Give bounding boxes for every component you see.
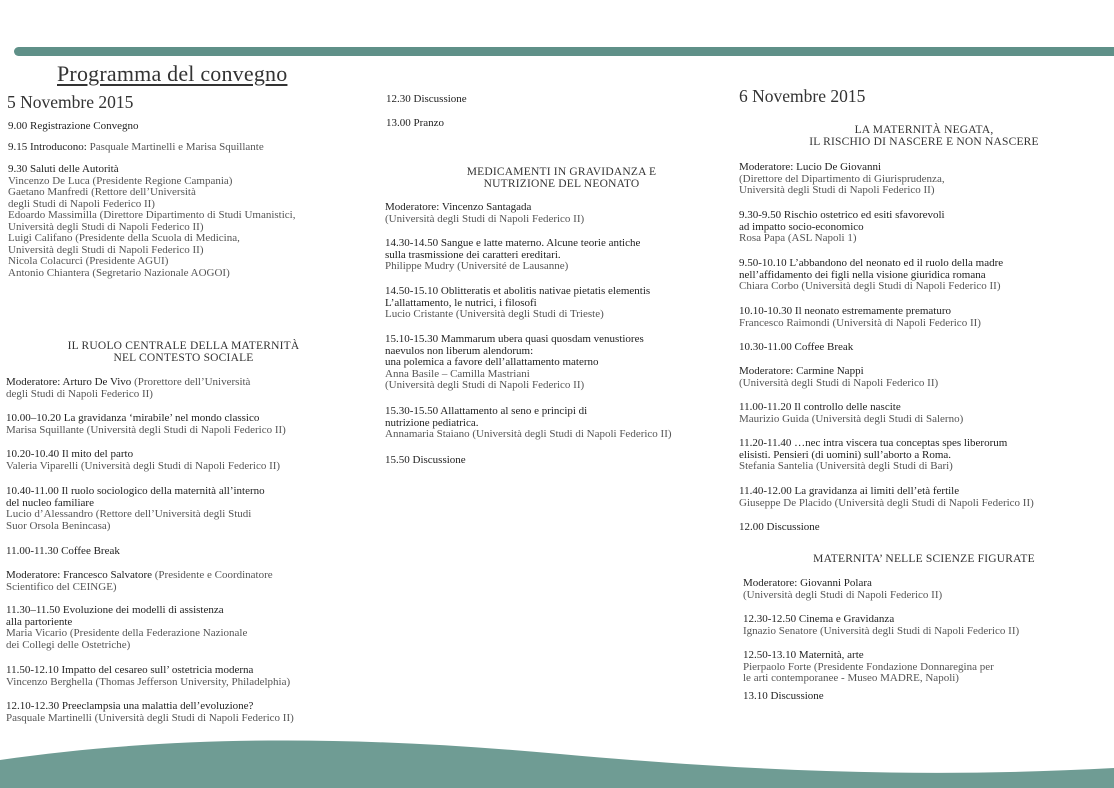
- section-heading-maternita-negata: [739, 125, 1109, 148]
- section-line: MEDICAMENTI IN GRAVIDANZA E: [466, 166, 657, 178]
- saluti-line: Vincenzo De Luca (Presidente Regione Campania): [8, 174, 233, 187]
- day1-date: 5 Novembre 2015: [7, 92, 134, 112]
- saluti-line: degli Studi di Napoli Federico II): [8, 197, 155, 210]
- discussion-text: 15.50 Discussione: [385, 454, 466, 466]
- talk-title: 10.40-11.00 Il ruolo sociologico della maternità all’interno: [6, 485, 265, 497]
- moderator-label: Moderatore: Vincenzo Santagada: [385, 201, 532, 213]
- talk-speaker: Pierpaolo Forte (Presidente Fondazione Donnaregina per: [743, 660, 994, 673]
- section-heading-medicamenti: [384, 167, 739, 190]
- coffee-break-text: 11.00-11.30 Coffee Break: [6, 545, 120, 557]
- talk-title: 11.40-12.00 La gravidanza ai limiti dell’età fertile: [739, 485, 960, 497]
- talk-item: [739, 210, 945, 245]
- talk-item: [6, 449, 280, 472]
- coffee-break: [6, 546, 120, 558]
- talk-title: 12.10-12.30 Preeclampsia una malattia dell’evoluzione?: [6, 700, 254, 712]
- talk-speaker: Valeria Viparelli (Università degli Studi di Napoli Federico II): [6, 459, 281, 472]
- moderator-label: Moderatore: Francesco Salvatore: [6, 569, 152, 581]
- section-line: MATERNITA’ NELLE SCIENZE FIGURATE: [813, 553, 1035, 565]
- talk-item: [6, 486, 265, 532]
- talk-title: 15.30-15.50 Allattamento al seno e principi di: [385, 405, 588, 417]
- saluti-title: 9.30 Saluti delle Autorità: [8, 163, 119, 175]
- lunch-text: 13.00 Pranzo: [386, 117, 445, 129]
- moderator-aff: (Presidente e Coordinatore: [152, 569, 273, 581]
- talk-title: 12.30-12.50 Cinema e Gravidanza: [743, 613, 895, 625]
- discussion-item: [385, 455, 466, 467]
- saluti-line: Nicola Colacurci (Presidente AGUI): [8, 255, 169, 267]
- moderator-5: [739, 366, 938, 389]
- talk-item: [739, 258, 1003, 293]
- discussion-text: 12.00 Discussione: [739, 521, 820, 533]
- section-line: NEL CONTESTO SOCIALE: [113, 351, 254, 364]
- talk-speaker: Marisa Squillante (Università degli Studi di Napoli Federico II): [6, 423, 286, 436]
- talk-speaker: Ignazio Senatore (Università degli Studi di Napoli Federico II): [743, 624, 1020, 637]
- talk-speaker: Maria Vicario (Presidente della Federazione Nazionale: [6, 627, 248, 639]
- moderator-aff: (Prorettore dell’Università: [131, 376, 251, 388]
- talk-speaker: dei Collegi delle Ostetriche): [6, 638, 131, 651]
- section-heading-scienze-figurate: [739, 554, 1109, 566]
- top-decorative-bar: [14, 47, 1114, 56]
- talk-speaker: Chiara Corbo (Università degli Studi di Napoli Federico II): [739, 280, 1001, 292]
- saluti-line: Luigi Califano (Presidente della Scuola di Medicina,: [8, 232, 240, 244]
- moderator-aff: (Università degli Studi di Napoli Federico II): [743, 588, 943, 601]
- talk-speaker: Lucio d’Alessandro (Rettore dell’Università degli Studi: [6, 508, 252, 520]
- moderator-label: Moderatore: Lucio De Giovanni: [739, 161, 882, 173]
- talk-speaker: Pasquale Martinelli (Università degli Studi di Napoli Federico II): [6, 711, 294, 724]
- page-title: Programma del convegno: [57, 61, 288, 86]
- talk-speaker: le arti contemporanee - Museo MADRE, Napoli): [743, 672, 959, 684]
- talk-title: 11.50-12.10 Impatto del cesareo sull’ ostetricia moderna: [6, 664, 254, 676]
- talk-item: [743, 650, 994, 685]
- talk-item: [385, 286, 650, 321]
- moderator-aff-2: degli Studi di Napoli Federico II): [6, 387, 153, 400]
- talk-speaker: Rosa Papa (ASL Napoli 1): [739, 232, 857, 244]
- section-line: LA MATERNITÀ NEGATA,: [854, 124, 994, 136]
- talk-title: sulla trasmissione dei caratteri ereditari.: [385, 248, 561, 261]
- talk-title: una polemica a favore dell’allattamento materno: [385, 356, 599, 368]
- talk-item: [6, 665, 290, 688]
- section-line: IL RISCHIO DI NASCERE E NON NASCERE: [809, 135, 1039, 148]
- talk-item: [739, 486, 1034, 509]
- moderator-6: [743, 578, 942, 601]
- talk-title: nell’affidamento dei figli nella visione giuridica romana: [739, 268, 986, 281]
- saluti-block: [8, 164, 295, 279]
- talk-item: [385, 334, 644, 392]
- section-line: NUTRIZIONE DEL NEONATO: [483, 177, 640, 190]
- talk-title: 11.30–11.50 Evoluzione dei modelli di assistenza: [6, 604, 224, 616]
- talk-title: 12.50-13.10 Maternità, arte: [743, 649, 864, 661]
- coffee-break-text: 10.30-11.00 Coffee Break: [739, 341, 854, 353]
- moderator-aff-2: Scientifico del CEINGE): [6, 580, 117, 593]
- saluti-line: Università degli Studi di Napoli Federico II): [8, 243, 204, 256]
- talk-title: 10.20-10.40 Il mito del parto: [6, 448, 134, 460]
- moderator-1: [6, 377, 250, 400]
- talk-title: 11.00-11.20 Il controllo delle nascite: [739, 401, 901, 413]
- talk-item: [6, 701, 294, 724]
- saluti-line: Antonio Chiantera (Segretario Nazionale AOGOI): [8, 266, 230, 279]
- moderator-2: [6, 570, 273, 593]
- talk-title: 9.30-9.50 Rischio ostetrico ed esiti sfavorevoli: [739, 209, 945, 221]
- talk-speaker: Anna Basile – Camilla Mastriani: [385, 367, 530, 380]
- talk-speaker: Francesco Raimondi (Università di Napoli Federico II): [739, 316, 981, 329]
- moderator-4: [739, 162, 945, 197]
- talk-title: naevulos non liberum alendorum:: [385, 344, 534, 357]
- moderator-label: Moderatore: Giovanni Polara: [743, 577, 872, 589]
- talk-title: 10.10-10.30 Il neonato estremamente prematuro: [739, 305, 951, 317]
- talk-speaker: Annamaria Staiano (Università degli Studi di Napoli Federico II): [385, 428, 672, 440]
- talk-item: [743, 614, 1019, 637]
- talk-title: 9.50-10.10 L’abbandono del neonato ed il ruolo della madre: [739, 257, 1004, 269]
- talk-speaker: Suor Orsola Benincasa): [6, 519, 111, 532]
- saluti-line: Edoardo Massimilla (Direttore Dipartimento di Studi Umanistici,: [8, 209, 296, 221]
- moderator-label: Moderatore: Carmine Nappi: [739, 365, 864, 377]
- talk-title: nutrizione pediatrica.: [385, 416, 479, 429]
- moderator-aff: (Università degli Studi di Napoli Federico II): [385, 212, 585, 225]
- moderator-aff: (Università degli Studi di Napoli Federico II): [739, 376, 939, 389]
- saluti-line: Gaetano Manfredi (Rettore dell’Università: [8, 186, 196, 198]
- talk-speaker: (Università degli Studi di Napoli Federico II): [385, 379, 585, 391]
- moderator-aff: (Direttore del Dipartimento di Giurisprudenza,: [739, 172, 945, 185]
- talk-item: [6, 413, 286, 436]
- talk-speaker: Maurizio Guida (Università degli Studi di Salerno): [739, 412, 964, 425]
- section-line: IL RUOLO CENTRALE DELLA MATERNITÀ: [67, 340, 300, 352]
- talk-title: elisisti. Pensieri (di uomini) sull’aborto a Roma.: [739, 448, 952, 461]
- intro-item: [8, 142, 264, 154]
- discussion-text: 12.30 Discussione: [386, 93, 467, 105]
- lunch-item: [386, 118, 444, 130]
- talk-title: ad impatto socio-economico: [739, 220, 864, 233]
- moderator-aff: Università degli Studi di Napoli Federico II): [739, 184, 935, 196]
- moderator-3: [385, 202, 584, 225]
- talk-speaker: Giuseppe De Placido (Università degli Studi di Napoli Federico II): [739, 496, 1034, 509]
- talk-item: [739, 438, 1007, 473]
- talk-speaker: Philippe Mudry (Université de Lausanne): [385, 260, 569, 272]
- coffee-break: [739, 342, 853, 354]
- talk-title: 15.10-15.30 Mammarum ubera quasi quosdam venustiores: [385, 333, 644, 345]
- talk-title: alla partoriente: [6, 615, 73, 628]
- talk-title: L’allattamento, le nutrici, i filosofi: [385, 296, 537, 309]
- talk-item: [739, 306, 981, 329]
- talk-speaker: Stefania Santelia (Università degli Studi di Bari): [739, 460, 953, 472]
- talk-speaker: Vincenzo Berghella (Thomas Jefferson University, Philadelphia): [6, 675, 291, 688]
- talk-title: del nucleo familiare: [6, 496, 94, 509]
- talk-item: [6, 605, 247, 651]
- talk-title: 14.30-14.50 Sangue e latte materno. Alcune teorie antiche: [385, 237, 641, 249]
- talk-item: [739, 402, 963, 425]
- discussion-text: 13.10 Discussione: [743, 690, 824, 702]
- section-heading-ruolo: [6, 341, 361, 364]
- talk-title: 10.00–10.20 La gravidanza ‘mirabile’ nel mondo classico: [6, 412, 260, 424]
- discussion-item: [386, 94, 467, 106]
- moderator-label: Moderatore: Arturo De Vivo: [6, 376, 132, 388]
- talk-speaker: Lucio Cristante (Università degli Studi di Trieste): [385, 308, 604, 320]
- intro-names: Pasquale Martinelli e Marisa Squillante: [86, 141, 264, 153]
- bottom-wave-decoration: [0, 738, 1114, 788]
- talk-title: 11.20-11.40 …nec intra viscera tua conceptas spes liberorum: [739, 437, 1008, 449]
- talk-item: [385, 406, 672, 441]
- talk-item: [385, 238, 640, 273]
- discussion-item: [743, 691, 824, 703]
- talk-title: 14.50-15.10 Oblitteratis et abolitis nativae pietatis elementis: [385, 285, 651, 297]
- discussion-item: [739, 522, 820, 534]
- registration-item: [8, 121, 138, 133]
- registration-text: 9.00 Registrazione Convegno: [8, 120, 139, 132]
- intro-time: 9.15 Introducono:: [8, 141, 87, 153]
- day2-date: 6 Novembre 2015: [739, 86, 866, 106]
- saluti-line: Università degli Studi di Napoli Federico II): [8, 220, 204, 233]
